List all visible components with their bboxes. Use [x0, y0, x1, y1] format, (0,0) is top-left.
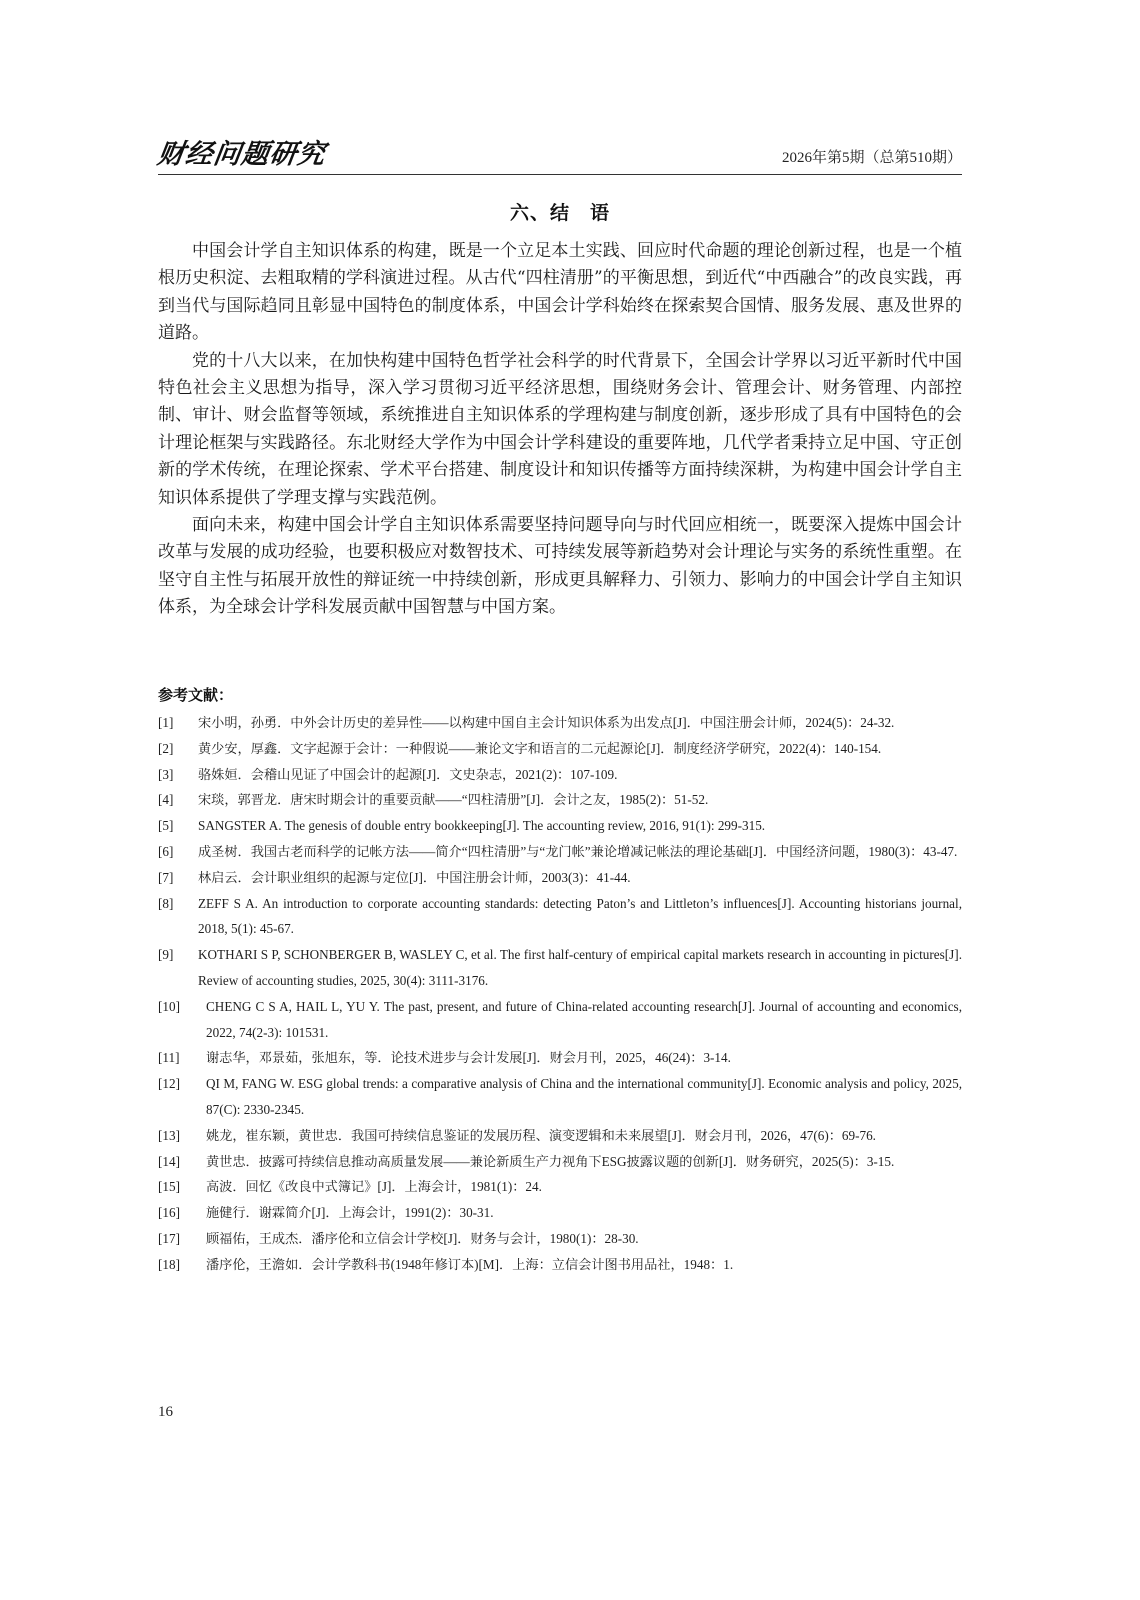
reference-item: [158, 1200, 962, 1226]
reference-number: [17]: [158, 1230, 180, 1246]
paragraph: 面向未来，构建中国会计学自主知识体系需要坚持问题导向与时代回应相统一，既要深入提炼中国会计改革与发展的成功经验，也要积极应对数智技术、可持续发展等新趋势对会计理论与实务的系统性重塑。在坚守自主性与拓展开放性的辩证统一中持续创新，形成更具解释力、引领力、影响力的中国会计学自主知识体系，为全球会计学科发展贡献中国智慧与中国方案。: [158, 515, 962, 618]
references-heading: 参考文献：: [158, 686, 234, 704]
reference-number: [12]: [158, 1076, 180, 1092]
reference-number: [6]: [158, 843, 174, 859]
reference-item: [158, 1252, 962, 1278]
reference-text: 施健行．谢霖简介[J]．上海会计，1991(2)：30-31.: [206, 1205, 494, 1221]
paragraph: 中国会计学自主知识体系的构建，既是一个立足本土实践、回应时代命题的理论创新过程，也是一个植根历史积淀、去粗取精的学科演进过程。从古代“四柱清册”的平衡思想，到近代“中西融合”的改良实践，再到当代与国际趋同且彰显中国特色的制度体系，中国会计学科始终在探索契合国情、服务发展、惠及世界的道路。: [158, 241, 962, 344]
reference-item: [158, 736, 962, 762]
reference-text: 潘序伦，王澹如．会计学教科书(1948年修订本)[M]．上海：立信会计图书用品社，1948：1.: [206, 1256, 734, 1272]
reference-text: 顾福佑，王成杰．潘序伦和立信会计学校[J]．财务与会计，1980(1)：28-30.: [206, 1230, 639, 1246]
section-title: 六、结 语: [509, 202, 610, 224]
reference-item: [158, 1226, 962, 1252]
reference-item: [158, 891, 962, 943]
reference-number: [11]: [158, 1050, 180, 1066]
conclusion-body: [158, 238, 962, 622]
reference-number: [14]: [158, 1153, 180, 1169]
reference-item: [158, 710, 962, 736]
paragraph: 党的十八大以来，在加快构建中国特色哲学社会科学的时代背景下，全国会计学界以习近平新时代中国特色社会主义思想为指导，深入学习贯彻习近平经济思想，围绕财务会计、管理会计、财务管理、内部控制、审计、财会监督等领域，系统推进自主知识体系的学理构建与制度创新，逐步形成了具有中国特色的会计理论框架与实践路径。东北财经大学作为中国会计学科建设的重要阵地，几代学者秉持立足中国、守正创新的学术传统，在理论探索、学术平台搭建、制度设计和知识传播等方面持续深耕，为构建中国会计学自主知识体系提供了学理支撑与实践范例。: [158, 350, 962, 508]
reference-number: [15]: [158, 1179, 180, 1195]
reference-text: 成圣树．我国古老而科学的记帐方法——简介“四柱清册”与“龙门帐”兼论增减记帐法的理论基础[J]．中国经济问题，1980(3)：43-47.: [198, 843, 958, 859]
reference-item: [158, 813, 962, 839]
reference-number: [2]: [158, 740, 174, 756]
reference-text: 黄世忠．披露可持续信息推动高质量发展——兼论新质生产力视角下ESG披露议题的创新[J]．财务研究，2025(5)：3-15.: [206, 1153, 895, 1169]
reference-item: [158, 865, 962, 891]
reference-number: [8]: [158, 895, 174, 911]
reference-number: [10]: [158, 998, 180, 1014]
reference-item: [158, 1071, 962, 1123]
reference-text: QI M, FANG W. ESG global trends: a comparative analysis of China and the international community[J]. Economic analysis and policy, 2025, 87(C): 2330-2345.: [206, 1076, 962, 1117]
reference-number: [1]: [158, 715, 174, 730]
reference-item: [158, 839, 962, 865]
reference-item: [158, 1174, 962, 1200]
reference-number: [18]: [158, 1256, 180, 1272]
reference-text: 林启云．会计职业组织的起源与定位[J]．中国注册会计师，2003(3)：41-44.: [198, 869, 631, 885]
page-number: 16: [158, 1404, 173, 1420]
references-list: [158, 710, 962, 1278]
reference-text: 宋小明，孙勇．中外会计历史的差异性——以构建中国自主会计知识体系为出发点[J]．中国注册会计师，2024(5)：24-32.: [198, 715, 895, 730]
reference-text: 姚龙，崔东颖，黄世忠．我国可持续信息鉴证的发展历程、演变逻辑和未来展望[J]．财会月刊，2026，47(6)：69-76.: [206, 1127, 876, 1143]
reference-text: SANGSTER A. The genesis of double entry bookkeeping[J]. The accounting review, 2016, 91(1): 299-315.: [198, 818, 766, 834]
reference-text: 宋琰，郭晋龙．唐宋时期会计的重要贡献——“四柱清册”[J]．会计之友，1985(2)：51-52.: [198, 792, 709, 808]
journal-logo: 财经问题研究: [155, 139, 328, 170]
reference-number: [4]: [158, 792, 174, 808]
reference-number: [3]: [158, 766, 174, 782]
reference-text: 高波．回忆《改良中式簿记》[J]．上海会计，1981(1)：24.: [206, 1179, 542, 1195]
reference-text: KOTHARI S P, SCHONBERGER B, WASLEY C, et al. The first half-century of empirical capital markets research in accounting in pictures[J]. Review of accounting studies, 2025, 30(4): 3111-3176.: [198, 947, 962, 988]
page-header: [155, 130, 962, 175]
reference-text: CHENG C S A, HAIL L, YU Y. The past, present, and future of China-related accounting research[J]. Journal of accounting and economics, 2022, 74(2-3): 101531.: [206, 998, 962, 1040]
reference-item: [158, 1149, 962, 1175]
reference-number: [9]: [158, 947, 174, 963]
issue-info: 2026年第5期（总第510期）: [781, 150, 962, 166]
reference-number: [16]: [158, 1205, 180, 1221]
reference-item: [158, 787, 962, 813]
reference-item: [158, 994, 962, 1046]
reference-number: [13]: [158, 1127, 180, 1143]
reference-item: [158, 762, 962, 788]
reference-item: [158, 1045, 962, 1071]
reference-text: 谢志华，邓景茹，张旭东，等．论技术进步与会计发展[J]．财会月刊，2025，46(24)：3-14.: [206, 1050, 731, 1066]
reference-item: [158, 1123, 962, 1149]
reference-number: [7]: [158, 869, 174, 885]
reference-text: 骆姝姮．会稽山见证了中国会计的起源[J]．文史杂志，2021(2)：107-109.: [198, 766, 618, 782]
reference-text: 黄少安，厚鑫．文字起源于会计：一种假说——兼论文字和语言的二元起源论[J]．制度经济学研究，2022(4)：140-154.: [198, 740, 882, 756]
reference-number: [5]: [158, 818, 174, 834]
reference-item: [158, 942, 962, 994]
reference-text: ZEFF S A. An introduction to corporate accounting standards: detecting Paton’s and Littleton’s influences[J]. Accounting historians journal, 2018, 5(1): 45-67.: [198, 895, 962, 937]
